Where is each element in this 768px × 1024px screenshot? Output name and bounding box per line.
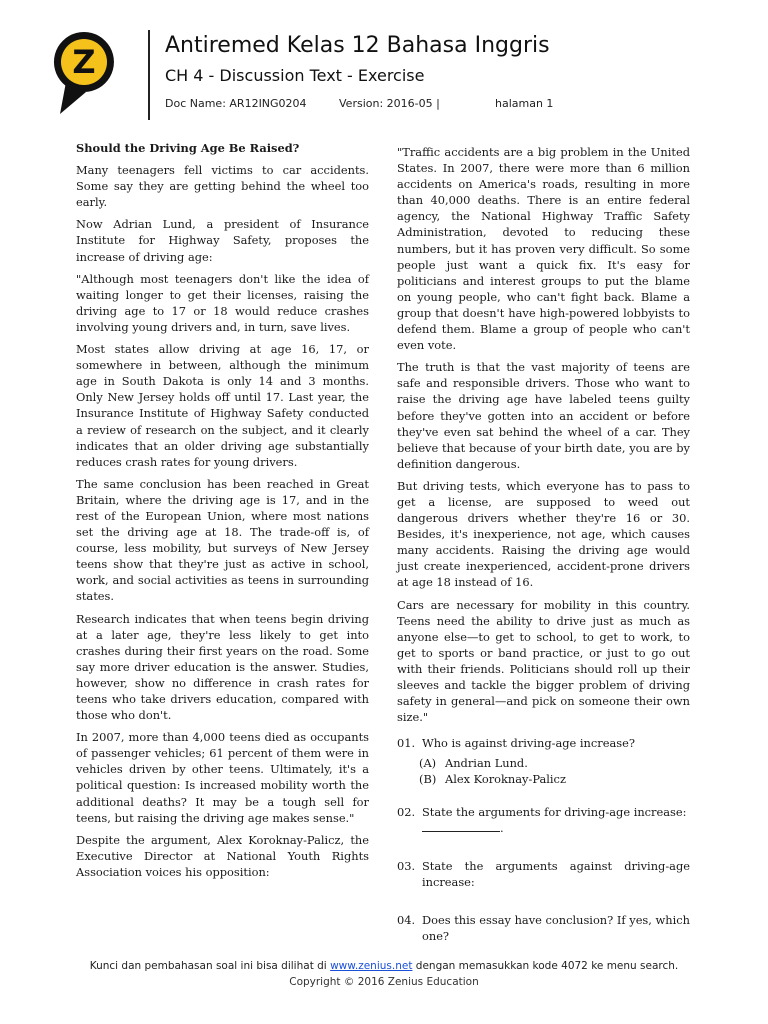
paragraph: But driving tests, which everyone has to pass to get a license, are supposed to weed out dangerous drivers whether they're 16 or 30. Besides, it's inexperience, not age, which causes many accidents. Raising the driving age would just create inexperienced, accident-prone drivers at age 18 instead of 16. [397, 478, 690, 590]
question-4 [397, 912, 690, 944]
question-number: 02. [397, 804, 416, 819]
doc-title: Antiremed Kelas 12 Bahasa Inggris [165, 33, 550, 58]
question-number: 04. [397, 912, 416, 927]
right-column [397, 144, 690, 944]
doc-version: Version: 2016-05 | [339, 97, 440, 110]
paragraph: Cars are necessary for mobility in this country. Teens need the ability to drive just as much as anyone else—to get to school, to get to work, to get to sports or band practice, or just to go out with their friends. Politicians should roll up their sleeves and tackle the bigger problem of driving safety in general—and pick on someone their own size." [397, 597, 690, 725]
paragraph: The truth is that the vast majority of teens are safe and responsible drivers. Those who want to raise the driving age have labeled teens guilty before they've gotten into an accident or before they've even sat behind the wheel of a car. They believe that because of your birth date, you are by definition dangerous. [397, 360, 690, 471]
question-text: Who is against driving-age increase? [422, 736, 635, 751]
question-1 [397, 735, 690, 751]
option-text: Andrian Lund. [445, 756, 528, 771]
question-text: State the arguments against driving-age increase: [422, 858, 690, 889]
option-label: (A) [419, 756, 437, 771]
paragraph: Despite the argument, Alex Koroknay-Palicz, the Executive Director at National Youth Rights Association voices his opposition: [76, 832, 369, 879]
paragraph: Research indicates that when teens begin driving at a later age, they're less likely to get into crashes during their first years on the road. Some say more driver education is the answer. Studies, however, show no difference in crash rates for teens who take drivers education, compared with those who don't. [76, 611, 369, 723]
article-title: Should the Driving Age Be Raised? [76, 141, 300, 155]
paragraph: The same conclusion has been reached in Great Britain, where the driving age is 17, and in the rest of the European Union, where most nations set the driving age at 18. The trade-off is, of course, less mobility, but surveys of New Jersey teens show that they're just as active in school, work, and social activities as teens in surrounding states. [76, 476, 369, 604]
option-text: Alex Koroknay-Palicz [445, 772, 566, 787]
paragraph: Most states allow driving at age 16, 17, or somewhere in between, although the minimum age in South Dakota is only 14 and 3 months. Only New Jersey holds off until 17. Last year, the Insurance Institute of Highway Safety conducted a review of research on the subject, and it clearly indicates that an older driving age substantially reduces crash rates for young drivers. [76, 342, 369, 469]
question-2 [397, 804, 690, 836]
doc-subtitle: CH 4 - Discussion Text - Exercise [165, 66, 425, 85]
question-3 [397, 858, 690, 890]
answer-blank[interactable] [422, 821, 500, 832]
paragraph: "Traffic accidents are a big problem in the United States. In 2007, there were more than 6 million accidents on America's roads, resulting in more than 40,000 deaths. There is an entire federal agency, the National Highway Traffic Safety Administration, devoted to reducing these numbers, but it has proven very difficult. So some people just want a quick fix. It's easy for politicians and interest groups to put the blame on young people, who can't fight back. Blame a group that doesn't have high-powered lobbyists to defend them. Blame a group of people who can't even vote. [397, 145, 690, 353]
option-b [419, 771, 690, 787]
logo-letter: Z [72, 43, 96, 81]
question-text: State the arguments for driving-age increase: . [422, 804, 687, 835]
option-label: (B) [419, 772, 437, 787]
copyright: Copyright © 2016 Zenius Education [289, 976, 479, 988]
option-a [419, 755, 690, 771]
left-column [76, 140, 369, 886]
paragraph: Now Adrian Lund, a president of Insurance Institute for Highway Safety, proposes the increase of driving age: [76, 217, 369, 264]
doc-name: Doc Name: AR12ING0204 [165, 97, 307, 110]
header-divider [148, 30, 150, 120]
zenius-logo [52, 30, 116, 116]
question-number: 03. [397, 858, 416, 873]
footer-note: Kunci dan pembahasan soal ini bisa dilihat di www.zenius.net dengan memasukkan kode 4072 ke menu search. [89, 960, 679, 972]
zenius-link[interactable]: www.zenius.net [330, 960, 413, 972]
paragraph: "Although most teenagers don't like the idea of waiting longer to get their licenses, raising the driving age to 17 or 18 would reduce crashes involving young drivers and, in turn, save lives. [76, 271, 369, 334]
question-number: 01. [397, 736, 416, 751]
page-number: halaman 1 [495, 97, 554, 110]
paragraph: Many teenagers fell victims to car accidents. Some say they are getting behind the wheel too early. [76, 163, 369, 210]
question-text: Does this essay have conclusion? If yes, which one? [422, 912, 690, 944]
paragraph: In 2007, more than 4,000 teens died as occupants of passenger vehicles; 61 percent of them were in vehicles driven by other teens. Ultimately, it's a political question: Is increased mobility worth the additional deaths? It may be a tough sell for teens, but raising the driving age makes sense." [76, 730, 369, 825]
